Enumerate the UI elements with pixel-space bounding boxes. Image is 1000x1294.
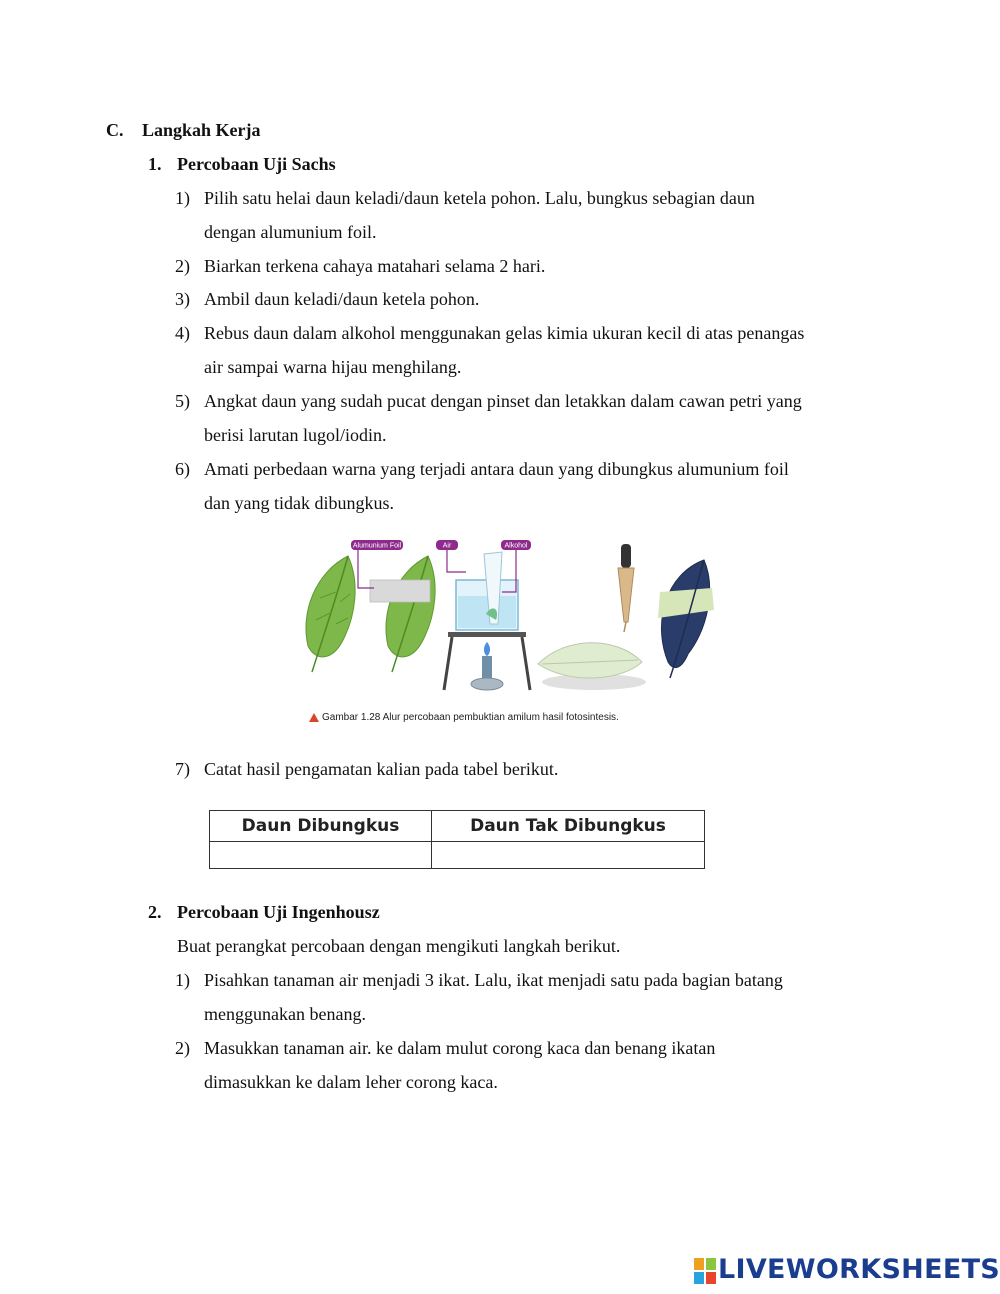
step-number: 3): [175, 289, 190, 309]
section-title: Langkah Kerja: [142, 120, 261, 140]
alkohol-label: Alkohol: [504, 542, 528, 550]
step-number: 2): [175, 256, 190, 276]
observation-table: [209, 810, 705, 869]
section-letter: C.: [106, 120, 124, 140]
leaf-with-foil-icon: [370, 556, 435, 672]
liveworksheets-logo-text: LIVEWORKSHEETS: [718, 1254, 1000, 1285]
experiment1-title: Percobaan Uji Sachs: [177, 154, 336, 174]
pale-leaf-icon: [538, 643, 646, 690]
step-text-line: berisi larutan lugol/iodin.: [204, 425, 387, 445]
step-number: 1): [175, 970, 190, 990]
step-text-line: dan yang tidak dibungkus.: [204, 493, 394, 513]
tested-leaf-icon: [658, 560, 714, 678]
step-text-line: Pisahkan tanaman air menjadi 3 ikat. Lalu, ikat menjadi satu pada bagian batang: [204, 970, 783, 990]
step-text-line: menggunakan benang.: [204, 1004, 366, 1024]
step-text-line: dengan alumunium foil.: [204, 222, 377, 242]
experiment2-title: Percobaan Uji Ingenhousz: [177, 902, 380, 922]
air-label: Air: [442, 542, 452, 550]
figure-caption: Gambar 1.28 Alur percobaan pembuktian amilum hasil fotosintesis.: [322, 712, 619, 723]
foil-label: Alumunium Foil: [352, 542, 402, 550]
step-number: 1): [175, 188, 190, 208]
table-header: Daun Tak Dibungkus: [432, 811, 705, 842]
table-cell-input[interactable]: [432, 842, 705, 869]
step-text-line: Pilih satu helai daun keladi/daun ketela pohon. Lalu, bungkus sebagian daun: [204, 188, 755, 208]
experiment-illustration: [296, 532, 726, 700]
step-text-line: Angkat daun yang sudah pucat dengan pinset dan letakkan dalam cawan petri yang: [204, 391, 802, 411]
step-number: 2): [175, 1038, 190, 1058]
table-header-row: [210, 811, 705, 842]
step-number: 5): [175, 391, 190, 411]
beaker-stand-icon: [444, 552, 530, 690]
step-text-line: air sampai warna hijau menghilang.: [204, 357, 462, 377]
step-text-line: Biarkan terkena cahaya matahari selama 2 hari.: [204, 256, 546, 276]
table-row: [210, 842, 705, 869]
experiment2-number: 2.: [148, 902, 162, 922]
table-cell-input[interactable]: [210, 842, 432, 869]
step-text-line: dimasukkan ke dalam leher corong kaca.: [204, 1072, 498, 1092]
step-text-line: Amati perbedaan warna yang terjadi antara daun yang dibungkus alumunium foil: [204, 459, 789, 479]
dropper-icon: [618, 544, 634, 632]
liveworksheets-logo-icon: [694, 1258, 716, 1284]
step-text-line: Catat hasil pengamatan kalian pada tabel berikut.: [204, 759, 559, 779]
step-number: 4): [175, 323, 190, 343]
caption-triangle-icon: [309, 713, 319, 723]
step-number: 7): [175, 759, 190, 779]
experiment1-number: 1.: [148, 154, 162, 174]
step-number: 6): [175, 459, 190, 479]
experiment2-intro: Buat perangkat percobaan dengan mengikuti langkah berikut.: [177, 936, 621, 956]
step-text-line: Ambil daun keladi/daun ketela pohon.: [204, 289, 480, 309]
table-header: Daun Dibungkus: [210, 811, 432, 842]
step-text-line: Masukkan tanaman air. ke dalam mulut corong kaca dan benang ikatan: [204, 1038, 716, 1058]
step-text-line: Rebus daun dalam alkohol menggunakan gelas kimia ukuran kecil di atas penangas: [204, 323, 805, 343]
leaf-icon: [306, 556, 355, 672]
